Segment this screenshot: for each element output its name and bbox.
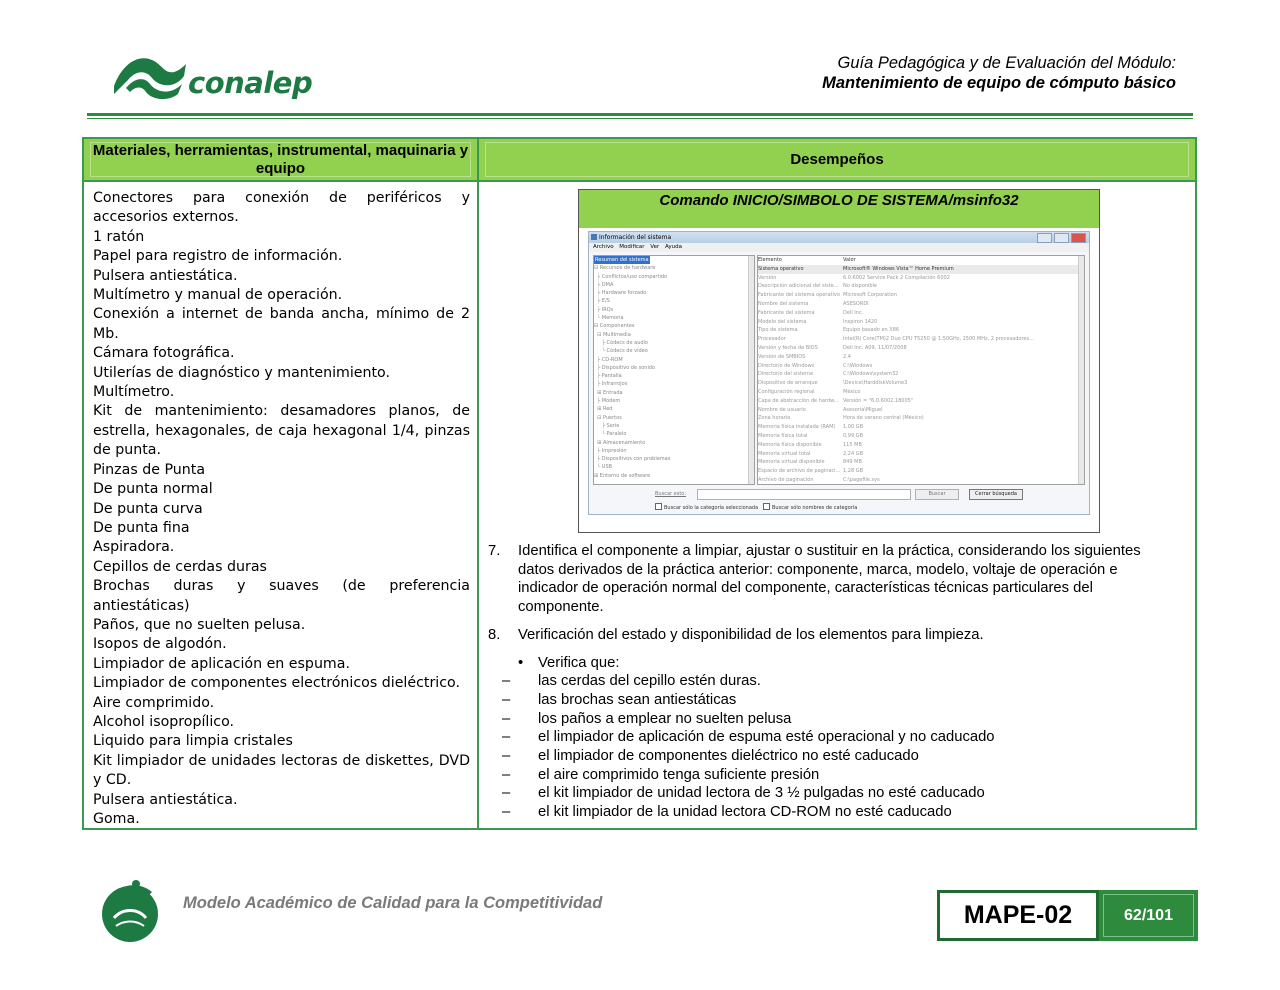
tree-item: ⊞ Entrada — [594, 389, 623, 396]
minimize-icon — [1037, 233, 1052, 243]
grid-cell-valor: C:\Windows\system32 — [843, 371, 899, 378]
table-header-materials — [84, 139, 479, 182]
grid-cell-elemento: Memoria física disponible — [758, 441, 822, 448]
tree-item: ├ Hardware forzado — [594, 290, 647, 297]
grid-cell-valor: Dell Inc. — [843, 309, 864, 316]
material-item: Papel para registro de información. — [93, 248, 343, 265]
grid-cell-valor: \Device\HarddiskVolume3 — [843, 380, 908, 387]
grid-scrollbar — [1078, 256, 1084, 484]
grid-cell-elemento: Archivo de paginación — [758, 476, 814, 483]
find-label: Buscar esto: — [655, 491, 687, 497]
material-item: Kit de mantenimiento: desamadores planos, de estrella, hexagonales, de caja hexagonal 1/4, pinzas de punta. — [93, 403, 470, 459]
conalep-seal-icon — [94, 874, 166, 946]
grid-cell-elemento: Memoria física total — [758, 432, 808, 439]
tree-item: ├ Dispositivo de sonido — [594, 364, 656, 371]
checklist-item — [502, 672, 1178, 691]
grid-row — [758, 406, 1084, 415]
checkbox-icon — [763, 503, 770, 510]
screenshot-titlebar — [589, 232, 1089, 243]
checklist-item — [502, 710, 1178, 729]
grid-cell-elemento: Capa de abstracción de hardw... — [758, 397, 839, 404]
tree-item: ├ Códecs de audio — [594, 339, 648, 346]
material-item: De punta fina — [93, 519, 190, 536]
tree-item: └ Memoria — [594, 315, 624, 322]
grid-cell-elemento: Dispositivo de arranque — [758, 380, 818, 387]
grid-cell-valor: 1,28 GB — [843, 468, 864, 475]
checklist-item — [502, 784, 1178, 803]
window-buttons — [1037, 233, 1086, 243]
check-category-names — [763, 503, 857, 511]
screenshot-menubar: Archivo Modificar Ver Ayuda — [589, 243, 1089, 252]
tree-item: ├ Conflictos/uso compartido — [594, 273, 668, 280]
page-number: 62/101 — [1103, 894, 1194, 937]
grid-cell-elemento: Nombre de usuario — [758, 406, 806, 413]
checklist-item-text: el limpiador de aplicación de espuma esté operacional y no caducado — [538, 729, 995, 746]
grid-header-valor: Valor — [843, 257, 856, 263]
grid-cell-valor: Equipo basado en X86 — [843, 327, 900, 334]
grid-row — [758, 326, 1084, 335]
grid-cell-elemento: Directorio de Windows — [758, 362, 815, 369]
grid-row — [758, 414, 1084, 423]
tree-item: ⊞ Almacenamiento — [594, 439, 646, 446]
material-item: Kit limpiador de unidades lectoras de diskettes, DVD y CD. — [93, 752, 470, 789]
material-item: De punta curva — [93, 500, 203, 517]
tree-item: ├ Infrarrojos — [594, 381, 628, 388]
grid-cell-valor: 0,99 GB — [843, 432, 864, 439]
screenshot-tree — [593, 255, 755, 485]
grid-row — [758, 476, 1084, 485]
close-icon — [1071, 233, 1086, 243]
grid-cell-elemento: Espacio de archivo de paginaci... — [758, 468, 841, 475]
grid-cell-valor: C:\Windows — [843, 362, 873, 369]
dash-marker: – — [502, 710, 511, 727]
grid-cell-elemento: Sistema operativo — [758, 265, 804, 272]
verification-checklist — [502, 654, 1178, 822]
material-item: Limpiador de aplicación en espuma. — [93, 655, 350, 672]
checklist-item-text: los paños a emplear no suelten pelusa — [538, 710, 792, 727]
checklist-item-text: las cerdas del cepillo estén duras. — [538, 673, 761, 690]
grid-row — [758, 274, 1084, 283]
tree-item: ⊞ Entorno de software — [594, 472, 651, 479]
grid-row — [758, 388, 1084, 397]
close-find-button: Cerrar búsqueda — [969, 489, 1023, 500]
tree-item: ├ Dispositivos con problemas — [594, 456, 671, 463]
screenshot-grid — [757, 255, 1085, 485]
checklist-item — [502, 691, 1178, 710]
grid-cell-elemento: Versión y fecha de BIOS — [758, 344, 818, 351]
grid-cell-elemento: Procesador — [758, 336, 786, 343]
step-number: 7. — [488, 543, 501, 559]
tree-scrollbar — [748, 256, 754, 484]
grid-row — [758, 441, 1084, 450]
grid-row — [758, 291, 1084, 300]
grid-cell-valor: 2,24 GB — [843, 450, 864, 457]
step-7 — [488, 542, 1178, 617]
grid-row — [758, 353, 1084, 362]
checklist-intro-text: Verifica que: — [538, 654, 620, 671]
grid-cell-valor: 115 MB — [843, 441, 862, 448]
grid-row — [758, 450, 1084, 459]
materials-list — [93, 189, 470, 829]
material-item: De punta normal — [93, 481, 213, 498]
tree-item: ├ IRQs — [594, 306, 614, 313]
grid-cell-valor: México — [843, 388, 861, 395]
grid-cell-elemento: Memoria virtual total — [758, 450, 811, 457]
find-input — [697, 489, 911, 500]
screenshot-window-title: Información del sistema — [599, 234, 672, 241]
grid-row — [758, 423, 1084, 432]
checklist-item-text: las brochas sean antiestáticas — [538, 691, 737, 708]
grid-row — [758, 265, 1084, 274]
grid-cell-elemento: Memoria virtual disponible — [758, 459, 825, 466]
conalep-logo-icon — [112, 50, 188, 100]
grid-row — [758, 300, 1084, 309]
grid-header-elemento: Elemento — [758, 257, 782, 263]
table-header-desempenos-label: Desempeños — [485, 142, 1189, 177]
grid-cell-elemento: Modelo del sistema — [758, 318, 807, 325]
checklist-item-text: el limpiador de componentes dieléctrico no esté caducado — [538, 748, 919, 765]
steps-list — [488, 542, 1178, 822]
grid-row — [758, 282, 1084, 291]
material-item: Cepillos de cerdas duras — [93, 558, 267, 575]
grid-row — [758, 335, 1084, 344]
grid-cell-valor: Intel(R) Core(TM)2 Duo CPU T5250 @ 1.50GHz, 1500 MHz, 2 procesadores... — [843, 336, 1034, 343]
document-code: MAPE-02 — [937, 890, 1099, 941]
material-item: Conectores para conexión de periféricos y accesorios externos. — [93, 190, 470, 226]
material-item: Liquido para limpia cristales — [93, 733, 293, 750]
materials-column — [84, 182, 479, 828]
tree-item: ├ Impresión — [594, 447, 627, 454]
grid-cell-valor: Hora de verano central (México) — [843, 415, 924, 422]
material-item: Utilerías de diagnóstico y mantenimiento. — [93, 364, 391, 381]
material-item: Aspiradora. — [93, 539, 175, 556]
tree-item: ├ Módem — [594, 398, 621, 405]
header-rule — [87, 113, 1193, 116]
find-button: Buscar — [915, 489, 959, 500]
tree-selected-item: Resumen del sistema — [595, 257, 649, 263]
material-item: Paños, que no suelten pelusa. — [93, 616, 306, 633]
grid-cell-elemento: Versión de SMBIOS — [758, 353, 806, 360]
check-selected-category-label: Buscar sólo la categoría seleccionada — [664, 505, 759, 511]
footer-model-text: Modelo Académico de Calidad para la Competitividad — [183, 894, 603, 912]
material-item: Brochas duras y suaves (de preferencia antiestáticas) — [93, 578, 470, 614]
grid-cell-valor: C:\pagefile.sys — [843, 476, 880, 483]
grid-row — [758, 397, 1084, 406]
footer-seal-logo — [94, 874, 166, 946]
grid-cell-elemento: Configuración regional — [758, 388, 815, 395]
tree-item: ├ CD-ROM — [594, 356, 623, 363]
checklist-item — [502, 803, 1178, 822]
header-title-line1: Guía Pedagógica y de Evaluación del Módulo: — [837, 54, 1176, 72]
grid-cell-valor: ASESORDI — [843, 300, 869, 307]
step-8 — [488, 626, 1178, 645]
material-item: Aire comprimido. — [93, 694, 215, 711]
check-selected-category — [655, 503, 758, 511]
material-item: Pinzas de Punta — [93, 461, 206, 478]
checklist-item-text: el kit limpiador de la unidad lectora CD-ROM no esté caducado — [538, 804, 952, 821]
maximize-icon — [1054, 233, 1069, 243]
check-category-names-label: Buscar sólo nombres de categoría — [772, 505, 858, 511]
grid-cell-valor: Microsoft Corporation — [843, 292, 897, 299]
bullet-marker: • — [518, 654, 524, 671]
dash-marker: – — [502, 785, 511, 802]
dash-marker: – — [502, 673, 511, 690]
document-header-title — [822, 53, 1176, 93]
grid-row — [758, 379, 1084, 388]
dash-marker: – — [502, 691, 511, 708]
tree-item: ├ E/S — [594, 298, 610, 305]
conalep-wordmark: conalep — [188, 66, 313, 100]
msinfo-screenshot — [588, 231, 1090, 515]
step-text: Identifica el componente a limpiar, ajustar o sustituir en la práctica, considerando los siguientes datos derivados de la práctica anterior: componente, marca, modelo, voltaje de operación e indicador de operación normal del componente, características técnicas particulares del componente. — [518, 543, 1141, 616]
tree-item: └ Paralelo — [594, 431, 627, 438]
tree-item: ⊞ Red — [594, 406, 613, 413]
grid-cell-valor: Versión = "6.0.6002.18005" — [843, 397, 914, 404]
table-header-desempenos — [479, 139, 1195, 182]
checklist-item — [502, 747, 1178, 766]
checklist-item — [502, 728, 1178, 747]
grid-cell-elemento: Descripción adicional del siste... — [758, 283, 839, 290]
dash-marker: – — [502, 729, 511, 746]
material-item: Pulsera antiestática. — [93, 267, 238, 284]
header-title-line2: Mantenimiento de equipo de cómputo básico — [822, 74, 1176, 92]
dash-marker: – — [502, 748, 511, 765]
grid-header-row — [758, 256, 1084, 265]
grid-cell-valor: Microsoft® Windows Vista™ Home Premium — [843, 265, 954, 272]
grid-cell-valor: Dell Inc. A09, 11/07/2008 — [843, 344, 907, 351]
tree-item: ⊟ Recursos de hardware — [594, 265, 656, 272]
grid-rows — [758, 265, 1084, 485]
grid-row — [758, 318, 1084, 327]
grid-cell-elemento: Zona horaria — [758, 415, 791, 422]
tree-item: └ USB — [594, 464, 613, 471]
screenshot-findbar — [589, 487, 1089, 513]
material-item: Limpiador de componentes electrónicos dieléctrico. — [93, 675, 460, 692]
material-item: 1 ratón — [93, 228, 145, 245]
figure-caption: Comando INICIO/SIMBOLO DE SISTEMA/msinfo32 — [579, 190, 1099, 228]
header-rule-thin — [87, 118, 1193, 119]
checklist-item — [502, 766, 1178, 785]
material-item: Cámara fotográfica. — [93, 345, 235, 362]
grid-cell-valor: 6.0.6002 Service Pack 2 Compilación 6002 — [843, 274, 950, 281]
tree-item: ├ Serie — [594, 422, 620, 429]
material-item: Isopos de algodón. — [93, 636, 227, 653]
main-table — [82, 137, 1197, 830]
grid-cell-valor: 2.4 — [843, 353, 851, 360]
grid-cell-valor: Inspiron 1420 — [843, 318, 878, 325]
grid-row — [758, 432, 1084, 441]
page-number-box — [1099, 890, 1198, 941]
checklist-item-text: el aire comprimido tenga suficiente presión — [538, 766, 820, 783]
grid-cell-valor: Asesoria\Miguel — [843, 406, 883, 413]
grid-row — [758, 344, 1084, 353]
dash-marker: – — [502, 804, 511, 821]
checklist-items — [502, 672, 1178, 822]
grid-cell-elemento: Versión — [758, 274, 777, 281]
material-item: Multímetro y manual de operación. — [93, 287, 343, 304]
grid-cell-valor: 1,00 GB — [843, 424, 864, 431]
grid-cell-valor: 849 MB — [843, 459, 862, 466]
tree-item: ⊟ Multimedia — [594, 331, 631, 338]
grid-cell-elemento: Fabricante del sistema operativo — [758, 292, 840, 299]
tree-items — [594, 264, 754, 480]
step-number: 8. — [488, 626, 501, 643]
grid-row — [758, 370, 1084, 379]
grid-cell-valor: No disponible — [843, 283, 877, 290]
tree-item: ⊟ Puertos — [594, 414, 622, 421]
table-header-materials-label: Materiales, herramientas, instrumental, maquinaria y equipo — [90, 142, 471, 177]
material-item: Multímetro. — [93, 384, 175, 401]
checklist-item-text: el kit limpiador de unidad lectora de 3 ½ pulgadas no esté caducado — [538, 785, 985, 802]
checklist-intro — [518, 654, 1178, 673]
tree-item: └ Códecs de vídeo — [594, 348, 648, 355]
material-item: Goma. — [93, 811, 140, 827]
step-text: Verificación del estado y disponibilidad de los elementos para limpieza. — [518, 626, 984, 643]
material-item: Conexión a internet de banda ancha, mínimo de 2 Mb. — [93, 306, 470, 342]
tree-item: ├ DMA — [594, 281, 614, 288]
tree-item: ├ Pantalla — [594, 373, 622, 380]
grid-cell-elemento: Memoria física instalada (RAM) — [758, 424, 836, 431]
grid-row — [758, 467, 1084, 476]
conalep-logo — [112, 50, 312, 106]
dash-marker: – — [502, 766, 511, 783]
material-item: Alcohol isopropílico. — [93, 713, 235, 730]
material-item: Pulsera antiestática. — [93, 791, 238, 808]
grid-cell-elemento: Directorio del sistema — [758, 371, 813, 378]
grid-row — [758, 309, 1084, 318]
tree-item: ⊟ Componentes — [594, 323, 635, 330]
msinfo-figure — [578, 189, 1100, 533]
grid-cell-elemento: Fabricante del sistema — [758, 309, 815, 316]
checkbox-icon — [655, 503, 662, 510]
grid-row — [758, 458, 1084, 467]
grid-row — [758, 362, 1084, 371]
grid-cell-elemento: Nombre del sistema — [758, 300, 809, 307]
app-icon — [591, 234, 597, 240]
grid-cell-elemento: Tipo de sistema — [758, 327, 798, 334]
